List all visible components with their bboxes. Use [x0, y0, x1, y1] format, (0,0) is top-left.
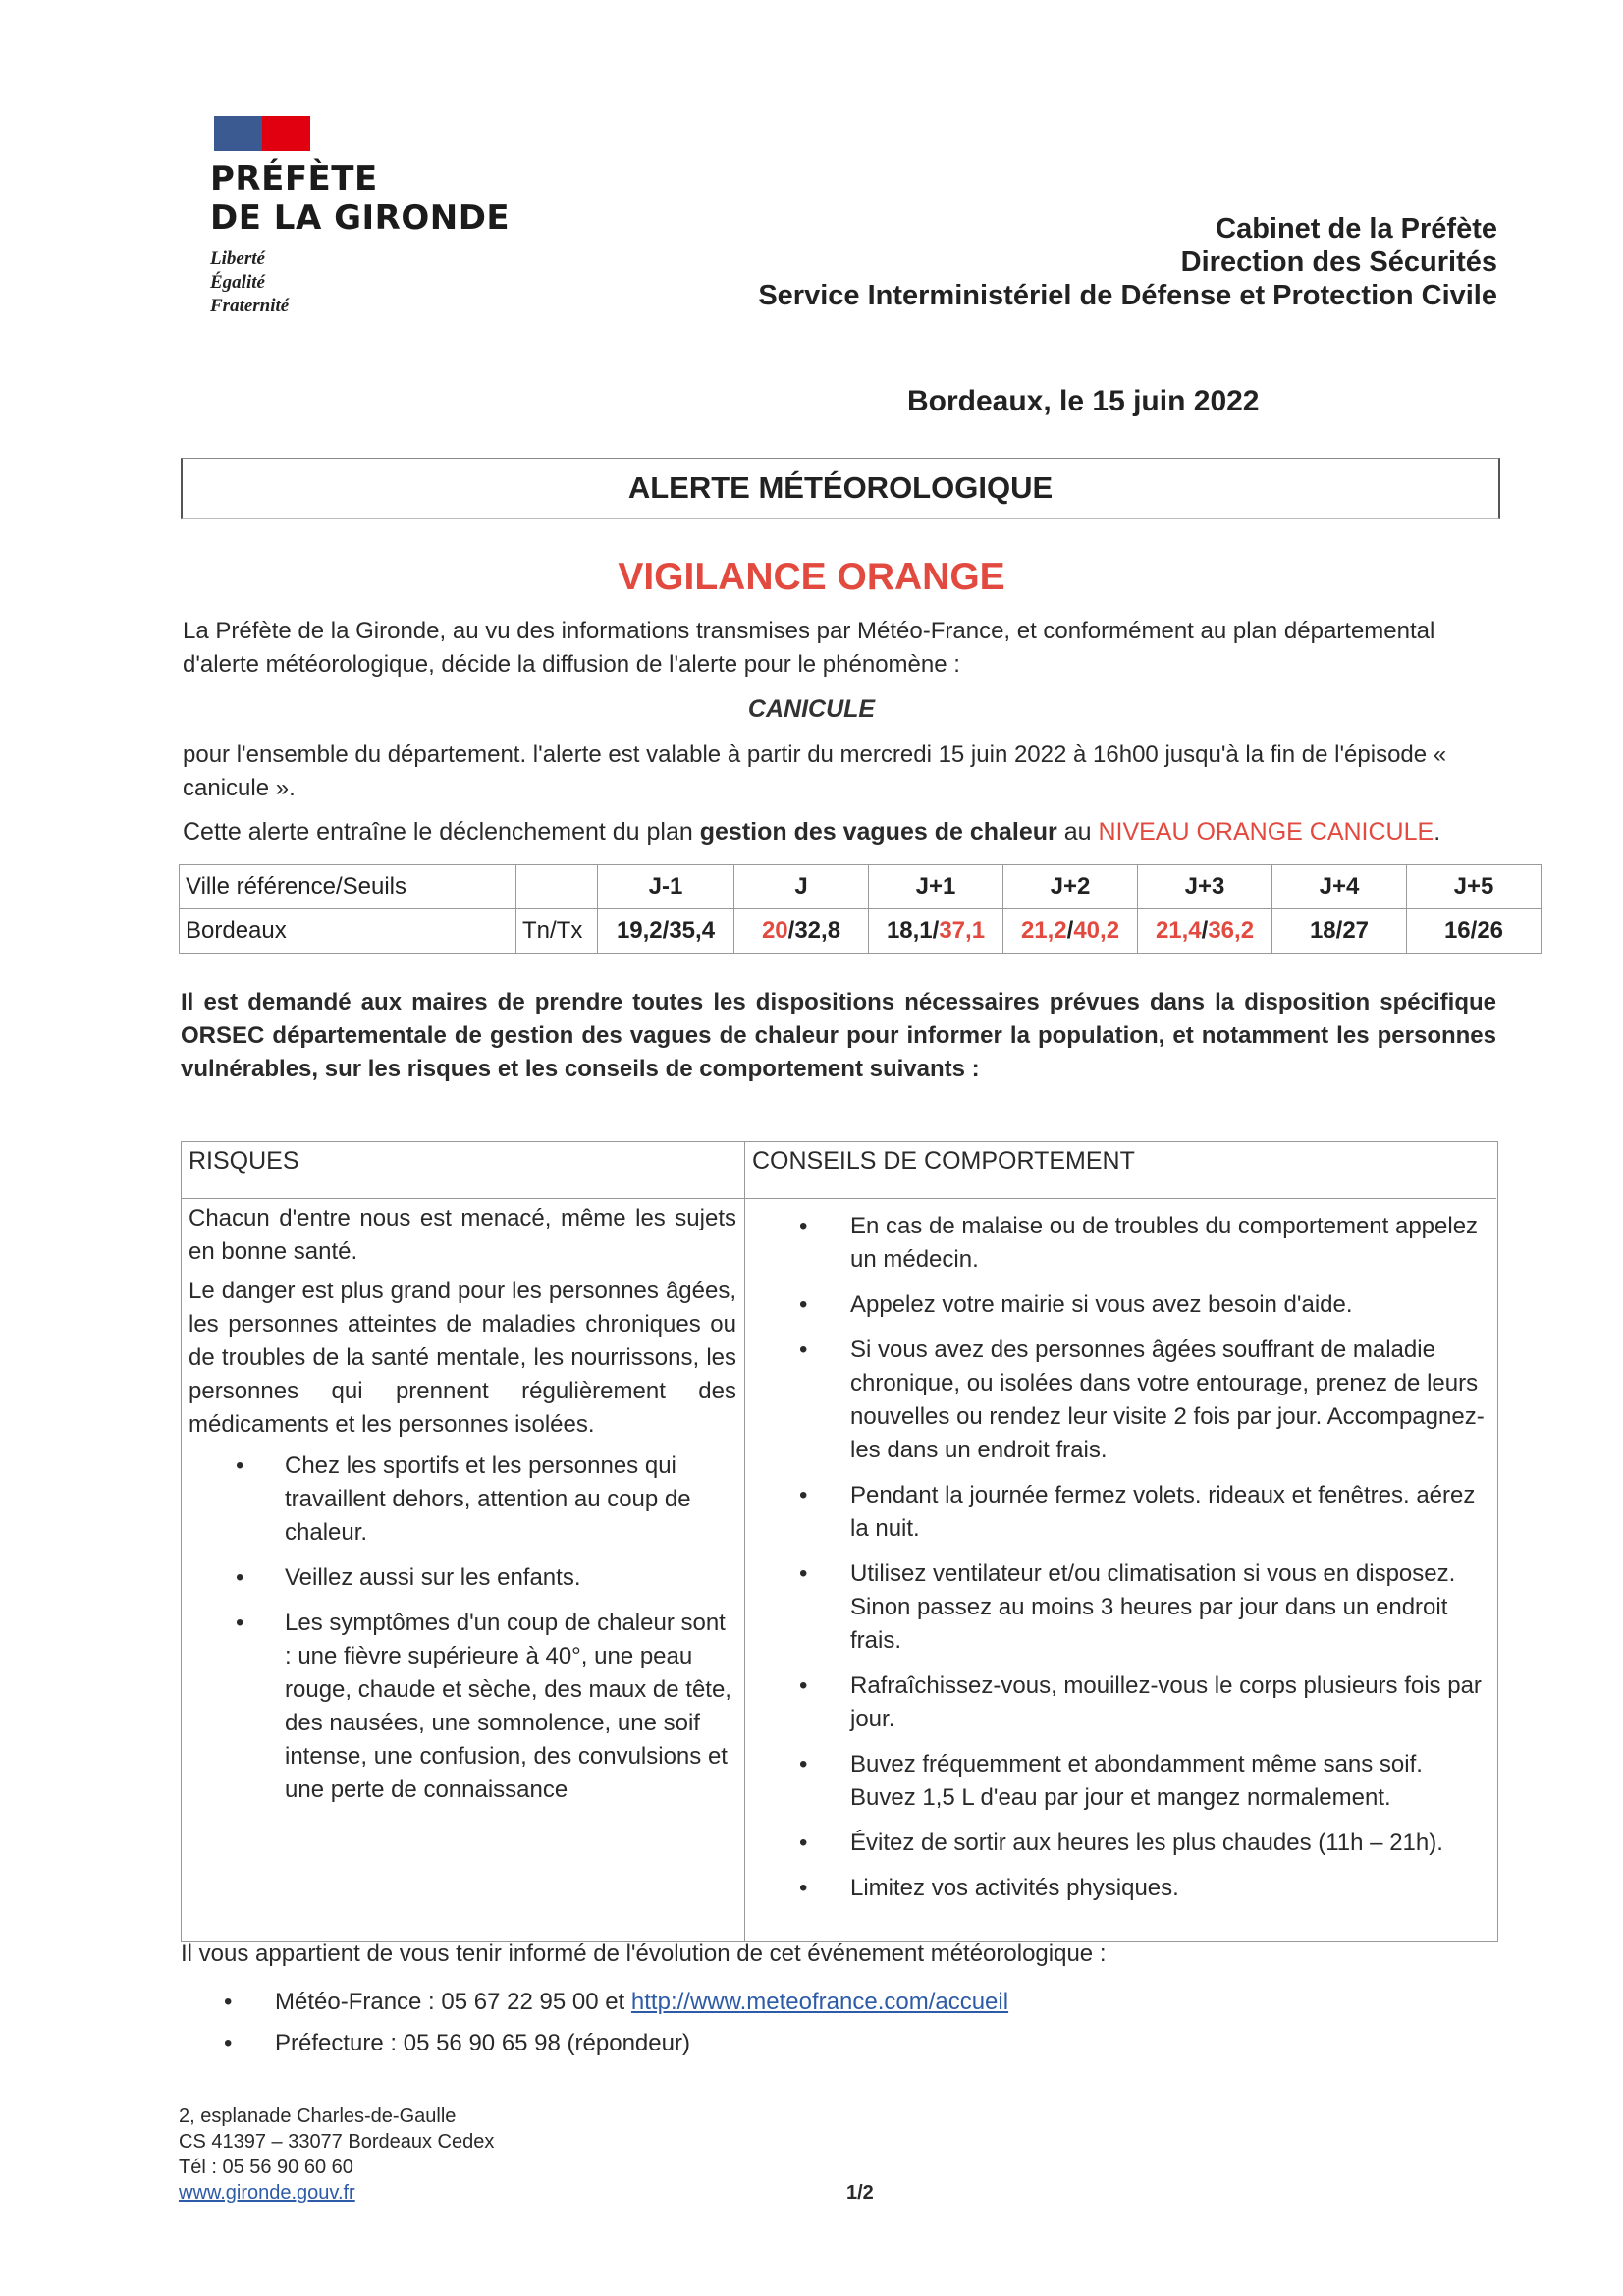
- risks-header: RISQUES: [189, 1147, 299, 1175]
- advice-item: • Buvez fréquemment et abondamment même sans soif. Buvez 1,5 L d'eau par jour et mangez normalement.: [752, 1748, 1490, 1815]
- advice-item: • Limitez vos activités physiques.: [752, 1872, 1490, 1905]
- advice-item: • Utilisez ventilateur et/ou climatisation si vous en disposez. Sinon passez au moins 3 heures par jour dans un endroit frais.: [752, 1558, 1490, 1658]
- alert-title: ALERTE MÉTÉOROLOGIQUE: [627, 470, 1054, 505]
- forecast-header-label: Ville référence/Seuils: [180, 865, 516, 909]
- service-line-cabinet: Cabinet de la Préfète: [1216, 213, 1497, 245]
- advice-column: [752, 1210, 1490, 1917]
- forecast-tn: 18,1: [886, 917, 933, 944]
- document-date: Bordeaux, le 15 juin 2022: [907, 385, 1260, 417]
- mayors-paragraph: Il est demandé aux maires de prendre toutes les dispositions nécessaires prévues dans la disposition spécifique ORSEC départementale de gestion des vagues de chaleur pour informer la population, et notamment les personnes vulnérables, sur les risques et les conseils de comportement suivants :: [181, 989, 1496, 1082]
- phenomenon: CANICULE: [747, 695, 876, 723]
- forecast-tn: 21,2: [1020, 917, 1067, 944]
- advice-list: [752, 1210, 1490, 1905]
- forecast-city: Bordeaux: [180, 909, 516, 954]
- plan-text-2: au: [1056, 818, 1099, 846]
- contact-meteo-label: Météo-France : 05 67 22 95 00 et: [275, 1989, 631, 2015]
- forecast-tx: 36,2: [1208, 917, 1255, 944]
- advice-item: • Appelez votre mairie si vous avez besoin d'aide.: [752, 1288, 1490, 1322]
- advice-item: • Si vous avez des personnes âgées souffrant de maladie chronique, ou isolées dans votre entourage, prenez de leurs nouvelles ou rendez leur visite 2 fois par jour. Accompagnez-les dans un endroit frais.: [752, 1334, 1490, 1467]
- meteofrance-link[interactable]: http://www.meteofrance.com/accueil: [630, 1989, 1009, 2015]
- logo-title-line2: DE LA GIRONDE: [210, 198, 511, 238]
- advice-header: CONSEILS DE COMPORTEMENT: [752, 1147, 1135, 1175]
- forecast-day: J-1: [598, 865, 734, 909]
- forecast-value-cell: 20/32,8: [734, 909, 869, 954]
- vigilance-level: VIGILANCE ORANGE: [618, 556, 1005, 598]
- republic-flag-icon: [214, 116, 310, 151]
- plan-paragraph: [183, 815, 1498, 848]
- contacts-list: [181, 1982, 1008, 2064]
- advice-item: • En cas de malaise ou de troubles du comportement appelez un médecin.: [752, 1210, 1490, 1277]
- forecast-tx: 37,1: [939, 917, 986, 944]
- alert-title-box: [181, 458, 1500, 519]
- advice-item: • Pendant la journée fermez volets. rideaux et fenêtres. aérez la nuit.: [752, 1479, 1490, 1546]
- risks-column: [189, 1202, 736, 1819]
- forecast-header-row: [180, 865, 1542, 909]
- flag-red-stripe: [262, 116, 310, 151]
- service-line-direction: Direction des Sécurités: [1180, 246, 1497, 278]
- footer-address-line2: CS 41397 – 33077 Bordeaux Cedex: [179, 2131, 495, 2153]
- contact-prefecture: • Préfecture : 05 56 90 65 98 (répondeur): [181, 2023, 1008, 2064]
- forecast-header-empty: [516, 865, 598, 909]
- forecast-day: J: [734, 865, 869, 909]
- risks-list: [189, 1449, 736, 1807]
- forecast-value-cell: 18/27: [1272, 909, 1407, 954]
- risk-item: • Les symptômes d'un coup de chaleur sont : une fièvre supérieure à 40°, une peau rouge, chaude et sèche, des maux de tête, des nausées, une somnolence, une soif intense, une confusion, des convulsions et une perte de connaissance: [189, 1607, 736, 1807]
- service-line-sidpc: Service Interministériel de Défense et Protection Civile: [758, 280, 1497, 311]
- forecast-tn: 18: [1309, 917, 1336, 944]
- forecast-value-cell: 21,2/40,2: [1003, 909, 1138, 954]
- advice-item: • Rafraîchissez-vous, mouillez-vous le corps plusieurs fois par jour.: [752, 1669, 1490, 1736]
- forecast-day: J+3: [1138, 865, 1272, 909]
- forecast-tx: 35,4: [669, 917, 716, 944]
- forecast-tn: 16: [1443, 917, 1471, 944]
- forecast-city-row: [180, 909, 1542, 954]
- intro-paragraph: La Préfète de la Gironde, au vu des informations transmises par Météo-France, et conformément au plan départemental d'alerte météorologique, décide la diffusion de l'alerte pour le phénomène :: [183, 618, 1435, 678]
- risks-paragraph-2: Le danger est plus grand pour les personnes âgées, les personnes atteintes de maladies chroniques ou de troubles de la santé mentale, les nourrissons, les personnes qui prennent régulièrement des médicaments et les personnes isolées.: [189, 1278, 736, 1438]
- forecast-tx: 27: [1342, 917, 1370, 944]
- risk-item: • Veillez aussi sur les enfants.: [189, 1561, 736, 1595]
- contact-meteo: [181, 1982, 1008, 2023]
- forecast-table: [179, 864, 1542, 954]
- forecast-day: J+5: [1407, 865, 1542, 909]
- motto-fraternite: Fraternité: [210, 296, 290, 316]
- forecast-value-cell: 18,1/37,1: [869, 909, 1003, 954]
- logo-title-line1: PRÉFÈTE: [210, 159, 378, 198]
- forecast-tn: 21,4: [1155, 917, 1202, 944]
- forecast-tx: 40,2: [1073, 917, 1120, 944]
- plan-name: gestion des vagues de chaleur: [699, 818, 1057, 846]
- table-column-divider: [744, 1141, 745, 1941]
- forecast-tx: 32,8: [794, 917, 841, 944]
- forecast-value-cell: 21,4/36,2: [1138, 909, 1272, 954]
- footer-phone: Tél : 05 56 90 60 60: [179, 2157, 353, 2178]
- forecast-day: J+2: [1003, 865, 1138, 909]
- footer-address: [179, 2104, 494, 2206]
- motto: [210, 247, 544, 318]
- page-number: 1/2: [846, 2182, 874, 2204]
- logo-title: [210, 159, 544, 238]
- forecast-day: J+4: [1272, 865, 1407, 909]
- forecast-value-cell: 19,2/35,4: [598, 909, 734, 954]
- forecast-value-cell: 16/26: [1407, 909, 1542, 954]
- motto-liberte: Liberté: [210, 248, 265, 269]
- forecast-day: J+1: [869, 865, 1003, 909]
- footer-website-link[interactable]: www.gironde.gouv.fr: [179, 2182, 355, 2204]
- plan-text-1: Cette alerte entraîne le déclenchement du plan: [183, 818, 700, 846]
- info-intro: Il vous appartient de vous tenir informé de l'évolution de cet événement météorologique :: [181, 1941, 1107, 1967]
- forecast-tn: 20: [761, 917, 788, 944]
- validity-paragraph: pour l'ensemble du département. l'alerte est valable à partir du mercredi 15 juin 2022 à 16h00 jusqu'à la fin de l'épisode « canicule ».: [183, 741, 1447, 801]
- plan-end: .: [1434, 818, 1441, 846]
- forecast-tn: 19,2: [616, 917, 663, 944]
- risk-item: • Chez les sportifs et les personnes qui travaillent dehors, attention au coup de chaleur.: [189, 1449, 736, 1550]
- forecast-tx: 26: [1477, 917, 1504, 944]
- flag-blue-stripe: [214, 116, 262, 151]
- motto-egalite: Égalité: [210, 272, 265, 293]
- plan-level: NIVEAU ORANGE CANICULE: [1098, 818, 1434, 846]
- risks-paragraph-1: Chacun d'entre nous est menacé, même les sujets en bonne santé.: [189, 1205, 736, 1265]
- prefecture-logo: [210, 116, 544, 318]
- advice-item: • Évitez de sortir aux heures les plus chaudes (11h – 21h).: [752, 1827, 1490, 1860]
- service-header: [758, 212, 1497, 312]
- table-header-divider: [181, 1198, 1496, 1199]
- forecast-unit: Tn/Tx: [516, 909, 598, 954]
- footer-address-line1: 2, esplanade Charles-de-Gaulle: [179, 2105, 457, 2127]
